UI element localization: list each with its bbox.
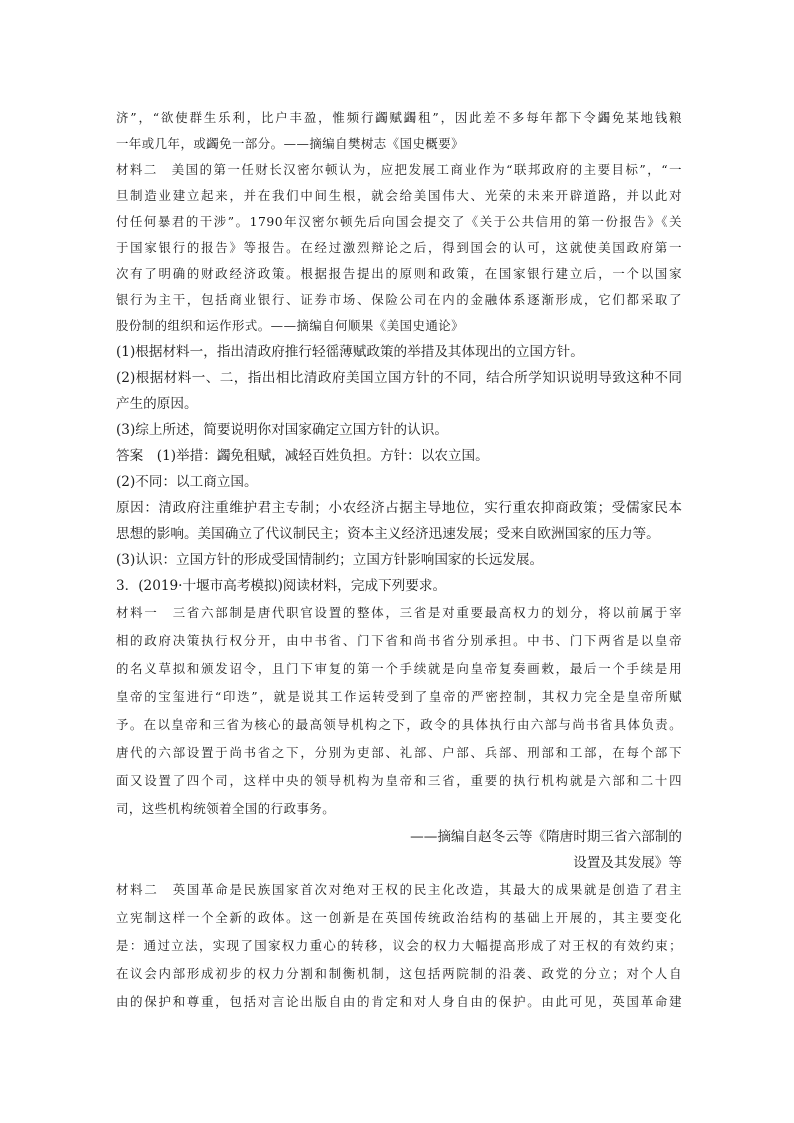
answer-1: 答案 (1)举措：蠲免租赋，减轻百姓负担。方针：以农立国。 bbox=[116, 448, 489, 464]
text-line: 济”，“欲使群生乐利，比户丰盈，惟频行蠲赋蠲租”，因此差不多每年都下令蠲免某地钱粮 bbox=[116, 110, 682, 125]
text-line: 于国家银行的报告》等报告。在经过激烈辩论之后，得到国会的认可，这就使美国政府第一 bbox=[116, 240, 682, 255]
text-line: 材料二 美国的第一任财长汉密尔顿认为，应把发展工商业作为“联邦政府的主要目标”，“一 bbox=[116, 162, 682, 177]
text-line: 股份制的组织和运作形式。——摘编自何顺果《美国史通论》 bbox=[116, 318, 465, 333]
answer-reason-cont: 思想的影响。美国确立了代议制民主；资本主义经济迅速发展；受来自欧洲国家的压力等。 bbox=[116, 526, 660, 542]
text-line: 相的政府决策执行权分开，由中书省、门下省和尚书省分别承担。中书、门下两省是以皇帝 bbox=[116, 633, 682, 648]
text-line: 在议会内部形成初步的权力分割和制衡机制，这包括两院制的沿袭、政党的分立；对个人自 bbox=[116, 966, 682, 981]
text-line: 由的保护和尊重，包括对言论出版自由的肯定和对人身自由的保护。由此可见，英国革命建 bbox=[116, 994, 682, 1009]
text-line: 立宪制这样一个全新的政体。这一创新是在英国传统政治结构的基础上开展的，其主要变化 bbox=[116, 910, 682, 925]
text-line: 予。在以皇帝和三省为核心的最高领导机构之下，政令的具体执行由六部与尚书省具体负责。 bbox=[116, 717, 682, 732]
text-line: 银行为主干，包括商业银行、证券市场、保险公司在内的金融体系逐渐形成，它们都采取了 bbox=[116, 292, 682, 307]
answer-3: (3)认识：立国方针的形成受国情制约；立国方针影响国家的长远发展。 bbox=[116, 552, 544, 568]
citation: ——摘编自赵冬云等《隋唐时期三省六部制的 bbox=[410, 829, 682, 845]
problem-3-heading: 3．(2019·十堰市高考模拟)阅读材料，完成下列要求。 bbox=[116, 578, 447, 594]
text-line: 旦制造业建立起来，并在我们中间生根，就会给美国伟大、光荣的未来开辟道路，并以此对 bbox=[116, 188, 682, 203]
question-3: (3)综上所述，简要说明你对国家确定立国方针的认识。 bbox=[116, 422, 448, 438]
text-line: 唐代的六部设置于尚书省之下，分别为吏部、礼部、户部、兵部、刑部和工部，在每个部下 bbox=[116, 745, 682, 760]
text-line: 的名义草拟和颁发诏令，且门下审复的第一个手续就是向皇帝复奏画敕，最后一个手续是用 bbox=[116, 661, 682, 676]
text-line: 皇帝的宝玺进行“印迭”，就是说其工作运转受到了皇帝的严密控制，其权力完全是皇帝所赋 bbox=[116, 689, 682, 704]
answer-reason: 原因：清政府注重维护君主专制；小农经济占据主导地位，实行重农抑商政策；受儒家民本 bbox=[116, 500, 682, 516]
text-line: 材料一 三省六部制是唐代职官设置的整体，三省是对重要最高权力的划分，将以前属于宰 bbox=[116, 605, 682, 620]
answer-2: (2)不同：以工商立国。 bbox=[116, 474, 258, 490]
question-2-cont: 产生的原因。 bbox=[116, 396, 198, 412]
text-line: 付任何暴君的干涉”。1790年汉密尔顿先后向国会提交了《关于公共信用的第一份报告》《关 bbox=[116, 214, 682, 229]
question-1: (1)根据材料一，指出清政府推行轻徭薄赋政策的举措及其体现出的立国方针。 bbox=[116, 344, 584, 360]
question-2: (2)根据材料一、二，指出相比清政府美国立国方针的不同，结合所学知识说明导致这种不同 bbox=[116, 370, 682, 386]
text-line: 一年或几年，或蠲免一部分。——摘编自樊树志《国史概要》 bbox=[116, 136, 465, 151]
text-line: 材料二 英国革命是民族国家首次对绝对王权的民主化改造，其最大的成果就是创造了君主 bbox=[116, 882, 682, 897]
text-line: 次有了明确的财政经济政策。根据报告提出的原则和政策，在国家银行建立后，一个以国家 bbox=[116, 266, 682, 281]
text-line: 面又设置了四个司，这样中央的领导机构为皇帝和三省，重要的执行机构就是六部和二十四 bbox=[116, 773, 682, 788]
text-line: 司，这些机构统领着全国的行政事务。 bbox=[116, 801, 336, 816]
citation-cont: 设置及其发展》等 bbox=[573, 855, 682, 871]
text-line: 是：通过立法，实现了国家权力重心的转移，议会的权力大幅提高形成了对王权的有效约束； bbox=[116, 938, 682, 953]
